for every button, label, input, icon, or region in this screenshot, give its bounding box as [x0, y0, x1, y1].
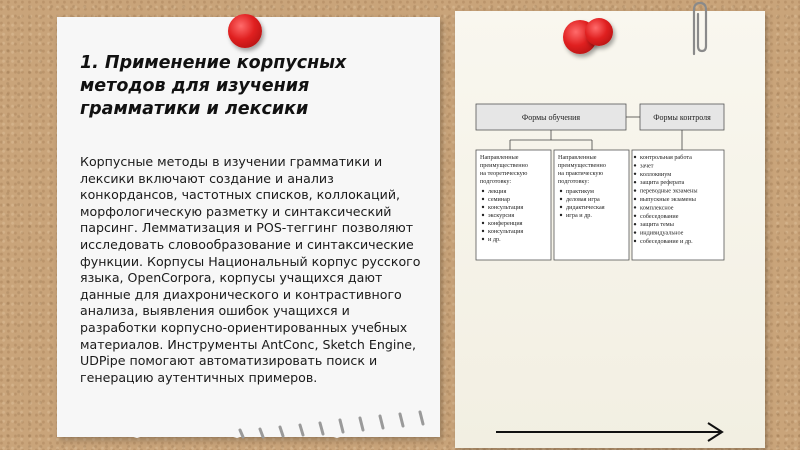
forms-header-label: Формы обучения: [521, 113, 581, 122]
list-item: конференция: [488, 220, 523, 227]
control-header-label: Формы контроля: [653, 113, 711, 122]
list-item: лекция: [488, 188, 507, 195]
bullet-icon: [482, 190, 484, 192]
red-pushpin-icon: [228, 14, 262, 48]
torn-paper-edge: [57, 404, 440, 440]
list-item: консультация: [488, 228, 524, 235]
paperclip-icon: [685, 0, 715, 58]
list-item: собеседование и др.: [640, 238, 693, 245]
bullet-icon: [634, 206, 636, 208]
bullet-icon: [634, 173, 636, 175]
caption-line: подготовку:: [480, 178, 512, 185]
list-item: экскурсия: [488, 212, 515, 219]
list-item: дидактическая: [566, 204, 605, 211]
list-item: игра и др.: [566, 212, 592, 219]
list-item: коллоквиум: [640, 170, 672, 178]
caption-line: преимущественно: [558, 162, 606, 169]
list-item: выпускные экзамены: [640, 196, 696, 203]
slide-title: 1. Применение корпусных методов для изучения грамматики и лексики: [80, 53, 347, 119]
list-item: собеседование: [640, 212, 679, 220]
list-item: защита темы: [640, 221, 674, 229]
bullet-icon: [482, 198, 484, 200]
bullet-icon: [634, 215, 636, 217]
red-pushpin-icon: [585, 18, 613, 46]
caption-line: Направленные: [480, 154, 519, 161]
list-item: зачет: [640, 162, 654, 170]
caption-line: подготовку:: [558, 178, 590, 185]
bullet-icon: [634, 223, 636, 225]
list-item: переводные экзамены: [640, 187, 698, 195]
list-item: комплексное: [640, 204, 674, 212]
list-item: индивидуальное: [640, 229, 684, 237]
bullet-icon: [482, 230, 484, 232]
list-item: консультация: [488, 204, 524, 211]
bullet-icon: [634, 189, 636, 191]
bullet-icon: [634, 181, 636, 183]
list-item: семинар: [488, 196, 510, 203]
bullet-icon: [634, 156, 636, 158]
list-item: и др.: [488, 236, 501, 243]
list-item: практикум: [566, 188, 594, 195]
bullet-icon: [560, 190, 562, 192]
bullet-icon: [634, 231, 636, 233]
list-item: контрольная работа: [640, 154, 692, 161]
bullet-icon: [482, 238, 484, 240]
slide-body-text: Корпусные методы в изучении грамматики и лексики включают создание и анализ конкордансов, частотных списков, коллокаций, морфологическую разметку и синтаксический парсинг. Лемматизация и POS-теггинг позволяют исследовать словообразование и синтаксические функции. Корпусы Национальный корпус русского языка, OpenCorpora, корпусы учащихся дают данные для диахронического и контрастивного анализа, выявления ошибок учащихся и разработки корпусно-ориентированных учебных материалов. Инструменты AntConc, Sketch Engine, UDPipe помогают автоматизировать поиск и генерацию аутентичных примеров.: [80, 154, 421, 385]
list-item: деловая игра: [566, 196, 600, 203]
bullet-icon: [482, 206, 484, 208]
bullet-icon: [634, 164, 636, 166]
bullet-icon: [560, 198, 562, 200]
arrow-right-icon: [494, 420, 726, 444]
bullet-icon: [482, 222, 484, 224]
caption-line: на практическую: [558, 170, 604, 177]
bullet-icon: [560, 214, 562, 216]
bullet-icon: [560, 206, 562, 208]
list-item: защита реферата: [640, 179, 685, 187]
caption-line: на теоретическую: [480, 170, 528, 177]
bullet-icon: [634, 198, 636, 200]
bullet-icon: [482, 214, 484, 216]
bullet-icon: [634, 240, 636, 242]
caption-line: Направленные: [558, 154, 597, 161]
caption-line: преимущественно: [480, 162, 528, 169]
forms-diagram: [473, 98, 758, 268]
